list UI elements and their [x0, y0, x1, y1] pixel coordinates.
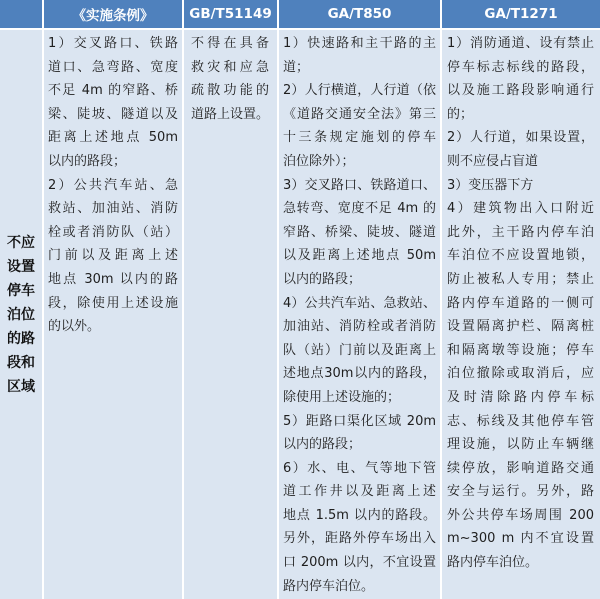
text-line: 3）交叉路口、铁路道口、 [283, 177, 436, 193]
paragraph [191, 32, 269, 126]
text-line: 续停放，影响道路交通 [447, 460, 594, 476]
text-line: 以内的路段； [283, 437, 362, 453]
header-label: GB/T51149 [189, 6, 272, 22]
header-label: GA/T1271 [484, 6, 558, 22]
header-cell-ga-t850 [279, 0, 440, 28]
text-line: 志、标线及其他停车管 [447, 413, 594, 429]
text-line: 理设施，以防止车辆继 [447, 437, 594, 453]
text-line: 不得在具备 [191, 36, 269, 51]
text-line: 救灾和应急 [191, 59, 269, 75]
text-line: 道工作井以及距离上述 [283, 484, 436, 500]
text-line: 泊位撤除或取消后，应 [447, 366, 594, 382]
row-label: 不应设置停车泊位的路段和区域 [7, 234, 35, 395]
text-line: 急转弯、宽度不足 4m 的 [283, 201, 436, 217]
text-line: m~300 m 内不宜设置 [447, 531, 594, 547]
text-line: 的； [447, 106, 474, 122]
cell-ga-t850 [279, 30, 440, 599]
text-line: 2）人行道，如果设置， [447, 130, 594, 146]
text-line: 1）交叉路口、铁路 [48, 36, 178, 51]
cell-ga-t1271 [442, 30, 600, 599]
text-line: 车泊位不应设置地锁， [447, 248, 594, 264]
text-line: 十三条规定施划的停车 [283, 130, 436, 146]
text-line: 安全与运行。另外，路 [447, 484, 594, 500]
paragraph [283, 79, 436, 173]
text-line: 防止被私人专用；禁止 [447, 271, 594, 287]
text-line: 门前以及距离上述 [48, 248, 178, 264]
paragraph [283, 32, 436, 79]
text-line: 2）公共汽车站、急 [48, 177, 178, 193]
text-line: 以及距离上述地点 50m [283, 248, 436, 264]
header-cell-gb-t51149 [184, 0, 277, 28]
text-line: 泊位除外）； [283, 153, 355, 169]
paragraph [447, 197, 594, 575]
text-line: 另外，距路外停车场出入 [283, 531, 436, 547]
text-line: 以及施工路段影响通行 [447, 83, 594, 99]
text-line: 外公共停车场周围 200 [447, 507, 594, 523]
text-line: 救站、加油站、消防 [48, 201, 178, 217]
paragraph [48, 174, 178, 339]
text-line: 不足 4m 的窄路、桥 [48, 83, 178, 99]
header-cell-ga-t1271 [442, 0, 600, 28]
text-line: 段，除使用上述设施 [48, 295, 178, 311]
text-line: 疏散功能的 [191, 83, 269, 99]
text-line: 的以外。 [48, 319, 101, 335]
text-line: 加油站、消防栓或者消防 [283, 319, 436, 335]
paragraph [447, 174, 594, 198]
text-line: 道； [283, 59, 310, 75]
text-line: 6）水、电、气等地下管 [283, 460, 436, 476]
row-label-cell [0, 30, 42, 599]
paragraph [283, 174, 436, 292]
paragraph [283, 292, 436, 410]
text-line: 路内停车泊位。 [447, 555, 539, 571]
header-corner-cell [0, 0, 42, 28]
text-line: 2）人行横道，人行道（依 [283, 83, 436, 99]
text-line: 则不应侵占盲道 [447, 153, 539, 169]
text-line: 口 200m 以内，不宜设置 [283, 555, 436, 571]
text-line: 队（站）门前以及距离上 [283, 342, 436, 358]
paragraph [447, 32, 594, 126]
text-line: 路内停车道路的一侧可 [447, 295, 594, 311]
cell-gb-t51149 [184, 30, 277, 599]
text-line: 5）距路口渠化区域 20m [283, 413, 436, 429]
paragraph [447, 126, 594, 173]
text-line: 停车标志标线的路段， [447, 59, 594, 75]
text-line: 4）公共汽车站、急救站、 [283, 295, 436, 311]
header-label: 《实施条例》 [72, 8, 154, 24]
text-line: 以内的路段； [283, 271, 362, 287]
text-line: 栓或者消防队（站） [48, 224, 178, 240]
text-line: 窄路、桥梁、陡坡、隧道 [283, 224, 436, 240]
text-line: 距离上述地点 50m [48, 130, 178, 146]
paragraph [283, 457, 436, 599]
header-label: GA/T850 [327, 6, 392, 22]
text-line: 3）变压器下方 [447, 177, 534, 193]
text-line: 梁、陡坡、隧道以及 [48, 106, 178, 122]
text-line: 1）快速路和主干路的主 [283, 36, 436, 51]
text-line: 4）建筑物出入口附近 [447, 201, 594, 217]
text-line: 地点 1.5m 以内的路段。 [283, 507, 436, 523]
text-line: 1）消防通道、设有禁止 [447, 36, 594, 51]
text-line: 设置隔离护栏、隔离桩 [447, 319, 594, 335]
header-cell-implementation-regulations [44, 0, 182, 28]
paragraph [283, 410, 436, 457]
paragraph [48, 32, 178, 174]
text-line: 此外，主干路内停车泊 [447, 224, 594, 240]
text-line: 道口、急弯路、宽度 [48, 59, 178, 75]
text-line: 《道路交通安全法》第三 [283, 106, 436, 122]
text-line: 地点 30m 以内的路 [48, 271, 178, 287]
text-line: 道路上设置。 [191, 106, 270, 122]
text-line: 述地点30m以内的路段， [283, 366, 436, 382]
cell-implementation-regulations [44, 30, 182, 599]
text-line: 除使用上述设施的； [283, 389, 401, 405]
text-line: 路内停车泊位。 [283, 578, 375, 594]
text-line: 以内的路段； [48, 153, 127, 169]
text-line: 和隔离墩等设施；停车 [447, 342, 594, 358]
text-line: 及时清除路内停车标 [447, 389, 594, 405]
